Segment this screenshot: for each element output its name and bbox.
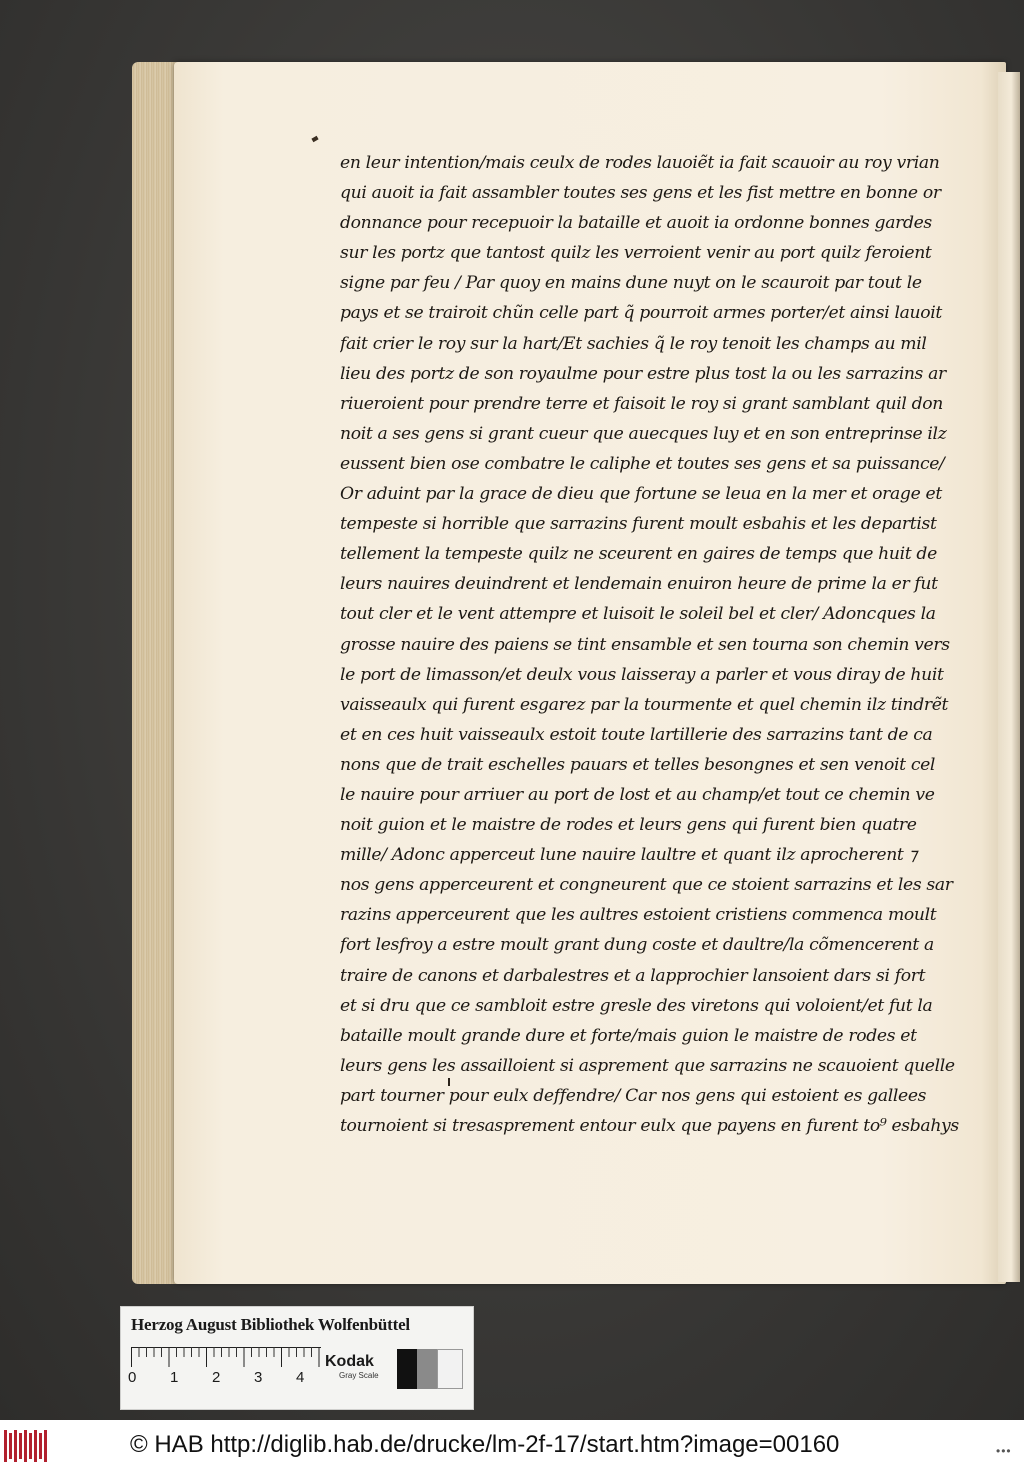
kodak-subtitle: Gray Scale xyxy=(339,1371,379,1380)
text-line: tout cler et le vent attempre et luisoit le soleil bel et cler/ Adoncques la xyxy=(340,604,936,625)
library-label xyxy=(120,1306,474,1410)
text-line: sur les portz que tantost quilz les verroient venir au port quilz feroient xyxy=(340,243,932,264)
logo-bar xyxy=(39,1433,42,1459)
text-line: leurs nauires deuindrent et lendemain enuiron heure de prime la er fut xyxy=(340,574,938,595)
facing-page-edge xyxy=(998,72,1020,1282)
swatch-white xyxy=(437,1349,463,1389)
ruler-number: 1 xyxy=(170,1369,179,1386)
hab-logo-icon xyxy=(4,1430,52,1462)
text-line: leurs gens les assailloient si asprement que sarrazins ne scauoient quelle xyxy=(340,1055,955,1076)
kodak-brand: Kodak xyxy=(325,1353,374,1370)
text-line: tournoient si tresasprement entour eulx que payens en furent to⁹ esbahys xyxy=(340,1116,959,1136)
ruler-number: 2 xyxy=(212,1369,221,1386)
text-line: le nauire pour arriuer au port de lost et au champ/et tout ce chemin ve xyxy=(340,784,935,805)
logo-bar xyxy=(24,1430,27,1462)
ruler-major-ticks xyxy=(131,1347,321,1367)
text-line: signe par feu / Par quoy en mains dune nuyt on le scauroit par tout le xyxy=(340,273,922,294)
text-line: nos gens apperceurent et congneurent que ce stoient sarrazins et les sar xyxy=(340,875,953,896)
logo-bar xyxy=(4,1430,7,1462)
text-line: pays et se trairoit chũn celle part q̃ pourroit armes porter/et ainsi lauoit xyxy=(340,303,942,324)
signature-mark xyxy=(448,1078,450,1086)
text-line: razins apperceurent que les aultres estoient cristiens commenca moult xyxy=(340,905,937,926)
footer-url[interactable]: © HAB http://diglib.hab.de/drucke/lm-2f-17/start.htm?image=00160 xyxy=(130,1431,840,1458)
text-line: noit guion et le maistre de rodes et leurs gens qui furent bien quatre xyxy=(340,815,917,836)
more-dots-icon: ••• xyxy=(996,1444,1012,1458)
text-line: part tourner pour eulx deffendre/ Car nos gens qui estoient es gallees xyxy=(340,1085,927,1106)
logo-bar xyxy=(9,1433,12,1459)
text-line: riueroient pour prendre terre et faisoit le roy si grant samblant quil don xyxy=(340,393,944,414)
text-line: en leur intention/mais ceulx de rodes lauoiẽt ia fait scauoir au roy vrian xyxy=(340,153,940,173)
text-line: tempeste si horrible que sarrazins furent moult esbahis et les departist xyxy=(340,514,937,535)
logo-bar xyxy=(34,1430,37,1462)
ruler-number: 0 xyxy=(128,1369,137,1386)
text-line: et en ces huit vaisseaulx estoit toute lartillerie des sarrazins tant de ca xyxy=(340,724,933,745)
swatch-gray xyxy=(417,1349,437,1389)
logo-bar xyxy=(29,1433,32,1459)
text-line: lieu des portz de son royaulme pour estre plus tost la ou les sarrazins ar xyxy=(340,363,946,384)
page-text xyxy=(340,148,965,1141)
text-line: bataille moult grande dure et forte/mais guion le maistre de rodes et xyxy=(340,1025,917,1046)
ruler-numbers xyxy=(128,1369,328,1389)
library-name: Herzog August Bibliothek Wolfenbüttel xyxy=(131,1315,410,1334)
ruler-number: 3 xyxy=(254,1369,263,1386)
swatch-black xyxy=(397,1349,417,1389)
text-line: tellement la tempeste quilz ne sceurent en gaires de temps que huit de xyxy=(340,544,937,565)
logo-bar xyxy=(19,1433,22,1459)
text-line: vaisseaulx qui furent esgarez par la tourmente et quel chemin ilz tindrẽt xyxy=(340,694,949,715)
text-line: fort lesfroy a estre moult grant dung coste et daultre/la cõmencerent a xyxy=(340,935,934,956)
text-line: mille/ Adonc apperceut lune nauire laultre et quant ilz aprocherent ⁊ xyxy=(340,845,917,866)
text-line: et si dru que ce sambloit estre gresle des viretons qui voloient/et fut la xyxy=(340,995,933,1016)
text-line: noit a ses gens si grant cueur que auecques luy et en son entreprinse ilz xyxy=(340,423,947,444)
gray-scale-swatches xyxy=(397,1349,469,1399)
footer-bar xyxy=(0,1420,1024,1472)
text-line: Or aduint par la grace de dieu que fortune se leua en la mer et orage et xyxy=(340,484,942,505)
text-line: grosse nauire des paiens se tint ensamble et sen tourna son chemin vers xyxy=(340,634,950,655)
text-line: traire de canons et darbalestres et a lapprochier lansoient dars si fort xyxy=(340,965,926,986)
logo-bar xyxy=(14,1430,17,1462)
text-line: fait crier le roy sur la hart/Et sachies q̃ le roy tenoit les champs au mil xyxy=(340,333,927,354)
logo-bar xyxy=(44,1430,47,1462)
text-line: le port de limasson/et deulx vous laisseray a parler et vous diray de huit xyxy=(340,664,944,685)
ruler-number: 4 xyxy=(296,1369,305,1386)
text-line: nons que de trait eschelles pauars et telles besongnes et sen venoit cel xyxy=(340,754,936,775)
text-line: eussent bien ose combatre le caliphe et toutes ses gens et sa puissance/ xyxy=(340,453,945,474)
kodak-logo xyxy=(325,1353,405,1380)
text-line: qui auoit ia fait assambler toutes ses gens et les fist mettre en bonne or xyxy=(340,183,941,204)
text-line: donnance pour recepuoir la bataille et auoit ia ordonne bonnes gardes xyxy=(340,213,932,234)
